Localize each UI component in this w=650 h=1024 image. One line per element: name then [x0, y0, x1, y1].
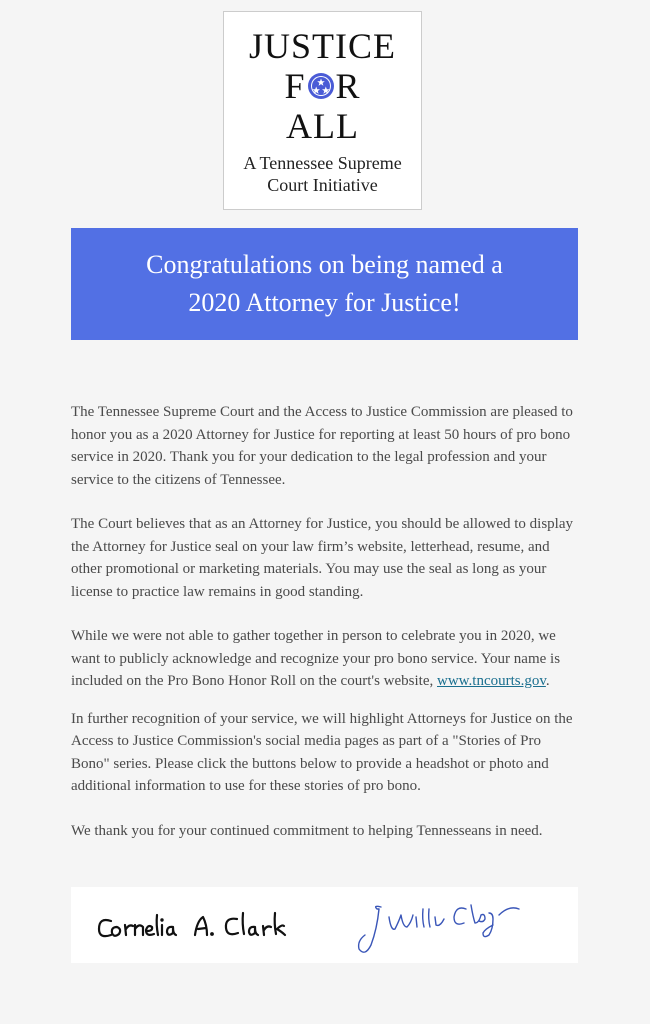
paragraph-thanks: We thank you for your continued commitment to helping Tennesseans in need.: [71, 822, 543, 839]
tennessee-tristar-icon: [307, 72, 335, 100]
letter-body: [71, 401, 578, 864]
logo-for-f: F: [284, 66, 306, 106]
paragraph-stories: In further recognition of your service, we will highlight Attorneys for Justice on the Access to Justice Commission's social media pages as part of a "Stories of Pro Bono" series. Please click the buttons below to provide a headshot or photo and additional information to use for these stories of pro bono.: [71, 710, 573, 794]
tncourts-link[interactable]: www.tncourts.gov: [437, 673, 546, 689]
logo-line-justice: JUSTICE: [248, 26, 396, 66]
honor-roll-end: .: [545, 673, 550, 689]
congratulations-banner: [71, 228, 578, 340]
banner-line-1: Congratulations on being named a: [146, 250, 503, 279]
banner-line-2: 2020 Attorney for Justice!: [188, 288, 461, 317]
logo-for-r: R: [335, 66, 361, 106]
logo-line-for: [224, 66, 421, 106]
logo-line-all: ALL: [286, 106, 359, 146]
justice-for-all-logo: [223, 11, 422, 210]
paragraph-honor: The Tennessee Supreme Court and the Access to Justice Commission are pleased to honor you as a 2020 Attorney for Justice for reporting at least 50 hours of pro bono service in 2020. Thank you for your dedication to the legal profession and your service to the citizens of Tennessee.: [71, 404, 573, 488]
signature-images: [71, 887, 578, 963]
signature-koch: [359, 905, 519, 952]
paragraph-seal: The Court believes that as an Attorney for Justice, you should be allowed to display the Attorney for Justice seal on your law firm’s website, letterhead, resume, and other promotional or marketing materials. You may use the seal as long as your license to practice law remains in good standing.: [71, 516, 573, 600]
signature-clark: [99, 913, 285, 936]
logo-subtitle-2: Court Initiative: [267, 175, 378, 195]
honor-roll-text: While we were not able to gather together in person to celebrate you in 2020, we want to publicly acknowledge and recognize your pro bono service. Your name is included on the Pro Bono Honor Roll on the court's website,: [71, 628, 561, 689]
logo-subtitle-1: A Tennessee Supreme: [243, 153, 402, 173]
signatures-panel: [71, 887, 578, 963]
paragraph-honor-roll: [71, 625, 578, 693]
